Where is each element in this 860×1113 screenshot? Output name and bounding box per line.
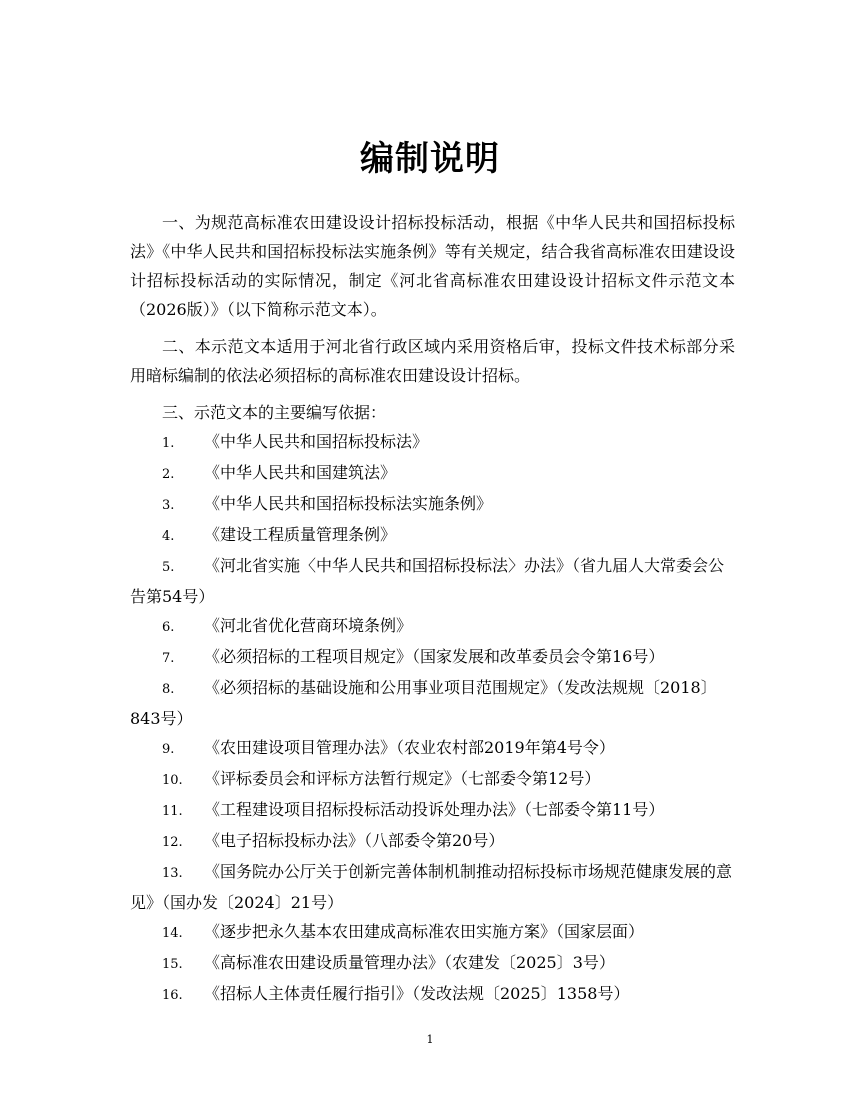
list-item [130,979,735,1010]
list-item-text: 《河北省优化营商环境条例》 [204,616,413,635]
page-title: 编制说明 [360,139,500,179]
list-item-number: 13. [162,866,183,881]
list-item [130,520,735,551]
list-item-text: 《建设工程质量管理条例》 [204,525,397,544]
list-item-text: 《必须招标的工程项目规定》（国家发展和改革委员会令第16号） [204,647,665,666]
list-item-number: 14. [162,926,183,941]
list-item-number: 11. [162,804,183,819]
list-item-text: 《中华人民共和国招标投标法实施条例》 [204,494,493,513]
list-item [130,489,735,520]
list-item-text: 《工程建设项目招标投标活动投诉处理办法》（七部委令第11号） [204,800,665,819]
list-item-text: 《评标委员会和评标方法暂行规定》（七部委令第12号） [204,769,601,788]
list-item-text: 《国务院办公厅关于创新完善体制机制推动招标投标市场规范健康发展的意见》（国办发〔2024〕21号） [130,862,733,912]
list-item-text: 《中华人民共和国招标投标法》 [204,432,429,451]
paragraph-basis-heading: 三、示范文本的主要编写依据： [162,403,387,422]
list-item-number: 6. [162,620,175,635]
list-item-number: 10. [162,773,183,788]
list-item-number: 3. [162,498,175,513]
list-item-text: 《高标准农田建设质量管理办法》（农建发〔2025〕3号） [204,953,615,972]
list-item [130,857,735,917]
list-item-number: 7. [162,651,175,666]
paragraph-purpose: 一、为规范高标准农田建设设计招标投标活动，根据《中华人民共和国招标投标法》《中华人民共和国招标投标法实施条例》等有关规定，结合我省高标准农田建设设计招标投标活动的实际情况，制定《河北省高标准农田建设设计招标文件示范文本（2026版）》（以下简称示范文本）。 [130,213,735,319]
list-item [130,826,735,857]
list-item [130,733,735,764]
list-item-text: 《招标人主体责任履行指引》（发改法规〔2025〕1358号） [204,984,630,1003]
list-item-number: 12. [162,835,183,850]
list-item-text: 《中华人民共和国建筑法》 [204,463,397,482]
list-item-text: 《电子招标投标办法》（八部委令第20号） [204,831,505,850]
list-item-number: 16. [162,988,183,1003]
list-item [130,642,735,673]
list-item [130,795,735,826]
list-item-text: 《农田建设项目管理办法》（农业农村部2019年第4号令） [204,738,615,757]
list-item [130,427,735,458]
list-item [130,673,735,733]
list-item [130,611,735,642]
list-item-number: 4. [162,529,175,544]
document-body [130,208,735,1010]
list-item-number: 2. [162,467,175,482]
list-item-text: 《必须招标的基础设施和公用事业项目范围规定》（发改法规规〔2018〕843号） [130,678,717,728]
page-number: 1 [426,1033,434,1046]
list-item [130,551,735,611]
list-item-text: 《河北省实施〈中华人民共和国招标投标法〉办法》（省九届人大常委会公告第54号） [130,556,725,606]
list-item-number: 5. [162,560,175,575]
list-item [130,948,735,979]
list-item [130,764,735,795]
list-item-text: 《逐步把永久基本农田建成高标准农田实施方案》（国家层面） [204,922,645,941]
list-item-number: 1. [162,436,175,451]
list-item-number: 8. [162,682,175,697]
list-item [130,458,735,489]
list-item-number: 15. [162,957,183,972]
reference-list [130,427,735,1010]
list-item-number: 9. [162,742,175,757]
paragraph-scope: 二、本示范文本适用于河北省行政区域内采用资格后审，投标文件技术标部分采用暗标编制的依法必须招标的高标准农田建设设计招标。 [130,337,735,385]
list-item [130,917,735,948]
